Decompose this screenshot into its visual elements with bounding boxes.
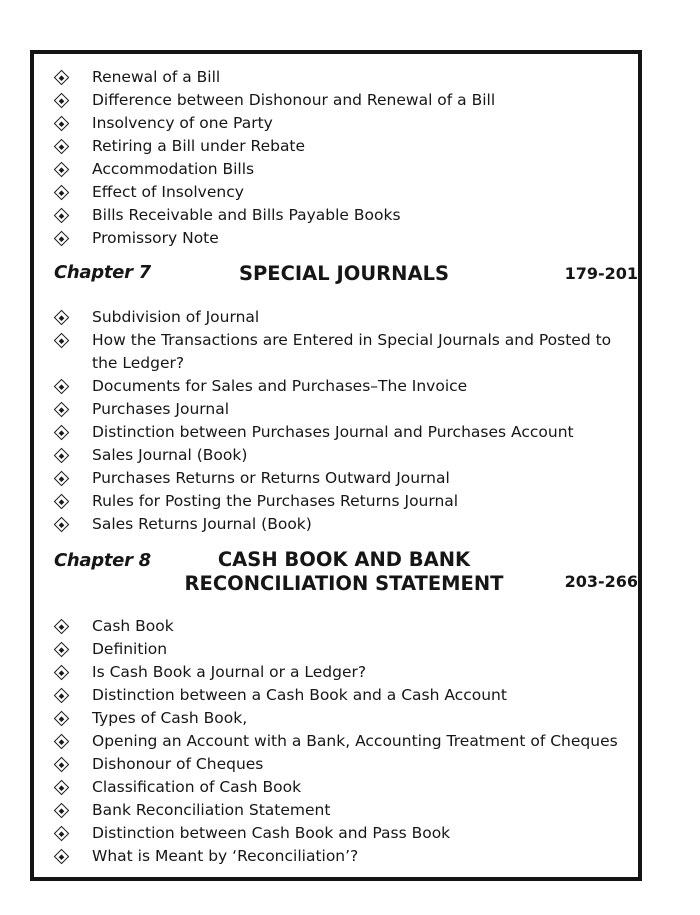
chapter-8-title-line-1: CASH BOOK AND BANK (217, 548, 471, 571)
diamond-bullet-icon (54, 825, 70, 841)
diamond-bullet-icon (54, 470, 70, 486)
diamond-bullet-icon (54, 641, 70, 657)
diamond-bullet-icon (54, 184, 70, 200)
topic-list-item (54, 158, 620, 181)
topic-list-item (54, 638, 620, 661)
topic-text: Distinction between Purchases Journal and Purchases Account (92, 423, 574, 441)
topic-list-item (54, 89, 620, 112)
diamond-bullet-icon (54, 207, 70, 223)
diamond-bullet-icon (54, 424, 70, 440)
topic-text: Accommodation Bills (92, 160, 255, 178)
topic-text: Distinction between a Cash Book and a Cash Account (92, 686, 507, 704)
diamond-bullet-icon (54, 493, 70, 509)
page-frame (30, 50, 642, 881)
topic-text: Bank Reconciliation Statement (92, 801, 331, 819)
topic-list-item (54, 730, 620, 753)
topic-text: Cash Book (92, 617, 174, 635)
topic-text: Rules for Posting the Purchases Returns Journal (92, 492, 459, 510)
diamond-bullet-icon (54, 309, 70, 325)
chapter-8-topic-list (54, 615, 620, 868)
chapter-7-pages: 179-201 (564, 264, 638, 283)
topic-list-item (54, 66, 620, 89)
chapter-7-topic-list (54, 306, 620, 536)
chapter-7-label: Chapter 7 (54, 262, 151, 283)
diamond-bullet-icon (54, 92, 70, 108)
diamond-bullet-icon (54, 516, 70, 532)
chapter-8-title-line-2: RECONCILIATION STATEMENT (184, 572, 504, 595)
intro-topic-list-container (54, 66, 620, 250)
topic-list-item (54, 661, 620, 684)
topic-text: Difference between Dishonour and Renewal of a Bill (92, 91, 496, 109)
chapter-7-topic-list-container (54, 306, 620, 536)
diamond-bullet-icon (54, 779, 70, 795)
topic-list-item (54, 707, 620, 730)
topic-list-item (54, 776, 620, 799)
topic-list-item (54, 398, 620, 421)
diamond-bullet-icon (54, 733, 70, 749)
topic-text: Bills Receivable and Bills Payable Books (92, 206, 401, 224)
diamond-bullet-icon (54, 378, 70, 394)
topic-list-item (54, 444, 620, 467)
topic-list-item (54, 490, 620, 513)
topic-text: Dishonour of Cheques (92, 755, 264, 773)
diamond-bullet-icon (54, 230, 70, 246)
topic-list-item (54, 375, 620, 398)
chapter-8-label: Chapter 8 (54, 550, 151, 571)
topic-text: Purchases Returns or Returns Outward Journal (92, 469, 450, 487)
topic-text: Opening an Account with a Bank, Accounting Treatment of Cheques (92, 732, 618, 750)
chapter-8-header (54, 548, 638, 600)
diamond-bullet-icon (54, 756, 70, 772)
chapter-7-header (54, 262, 638, 292)
topic-list-item (54, 513, 620, 536)
topic-text: Is Cash Book a Journal or a Ledger? (92, 663, 367, 681)
topic-text: Distinction between Cash Book and Pass Book (92, 824, 451, 842)
diamond-bullet-icon (54, 447, 70, 463)
topic-text: Retiring a Bill under Rebate (92, 137, 306, 155)
chapter-8-topic-list-container (54, 615, 620, 868)
diamond-bullet-icon (54, 161, 70, 177)
diamond-bullet-icon (54, 710, 70, 726)
diamond-bullet-icon (54, 69, 70, 85)
topic-list-item (54, 467, 620, 490)
topic-text: Purchases Journal (92, 400, 229, 418)
topic-list-item (54, 615, 620, 638)
topic-text: Definition (92, 640, 168, 658)
diamond-bullet-icon (54, 802, 70, 818)
diamond-bullet-icon (54, 115, 70, 131)
topic-list-item (54, 227, 620, 250)
chapter-8-pages: 203-266 (564, 572, 638, 591)
diamond-bullet-icon (54, 401, 70, 417)
topic-list-item (54, 822, 620, 845)
topic-text: Promissory Note (92, 229, 219, 247)
diamond-bullet-icon (54, 138, 70, 154)
diamond-bullet-icon (54, 332, 70, 348)
topic-text: Types of Cash Book, (92, 709, 248, 727)
topic-text: Renewal of a Bill (92, 68, 221, 86)
chapter-7-title: SPECIAL JOURNALS (238, 262, 450, 285)
topic-list-item (54, 181, 620, 204)
topic-list-item (54, 306, 620, 329)
diamond-bullet-icon (54, 664, 70, 680)
topic-text: Sales Journal (Book) (92, 446, 248, 464)
topic-list-item (54, 135, 620, 158)
topic-list-item (54, 421, 620, 444)
chapter-8-title (164, 548, 524, 596)
topic-list-item (54, 684, 620, 707)
topic-text: Effect of Insolvency (92, 183, 244, 201)
topic-list-item (54, 753, 620, 776)
topic-list-item (54, 799, 620, 822)
topic-text: How the Transactions are Entered in Special Journals and Posted to the Ledger? (92, 331, 612, 372)
topic-list-item (54, 329, 620, 375)
topic-list-item (54, 204, 620, 227)
topic-text: Classification of Cash Book (92, 778, 302, 796)
diamond-bullet-icon (54, 618, 70, 634)
diamond-bullet-icon (54, 687, 70, 703)
topic-list-item (54, 112, 620, 135)
topic-list-item (54, 845, 620, 868)
topic-text: Sales Returns Journal (Book) (92, 515, 312, 533)
diamond-bullet-icon (54, 848, 70, 864)
intro-topic-list (54, 66, 620, 250)
topic-text: Documents for Sales and Purchases–The Invoice (92, 377, 468, 395)
topic-text: Subdivision of Journal (92, 308, 260, 326)
topic-text: What is Meant by ‘Reconciliation’? (92, 847, 359, 865)
topic-text: Insolvency of one Party (92, 114, 273, 132)
